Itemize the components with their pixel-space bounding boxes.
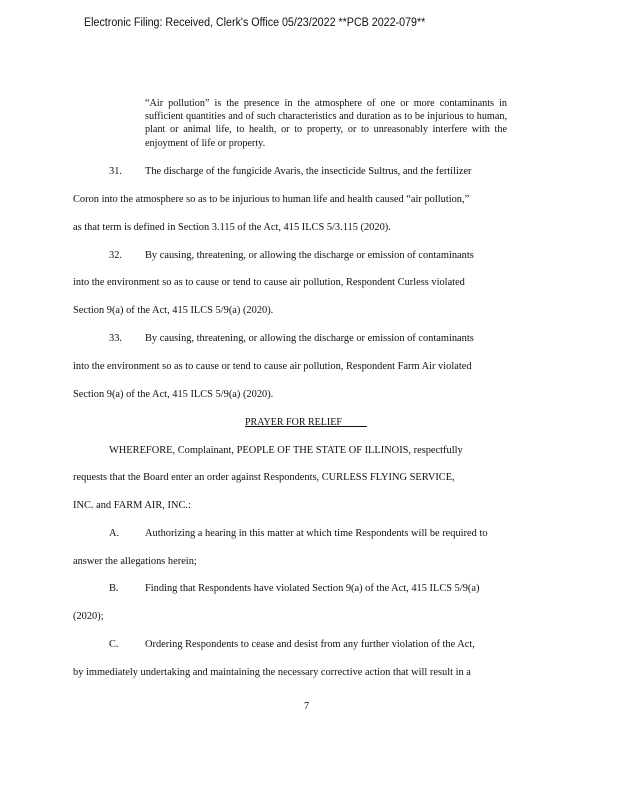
paragraph-number: 32.: [109, 250, 122, 261]
relief-letter: A.: [109, 528, 120, 539]
relief-item-b-line: (2020);: [73, 611, 104, 622]
relief-item-c-line: by immediately undertaking and maintaining the necessary corrective action that will result in a: [73, 667, 471, 678]
paragraph-31-line: as that term is defined in Section 3.115 of the Act, 415 ILCS 5/3.115 (2020).: [73, 222, 391, 233]
paragraph-33-line: into the environment so as to cause or tend to cause air pollution, Respondent Farm Air violated: [73, 361, 472, 372]
paragraph-number: 31.: [109, 166, 122, 177]
paragraph-32-line: into the environment so as to cause or tend to cause air pollution, Respondent Curless violated: [73, 277, 465, 288]
paragraph-text: By causing, threatening, or allowing the discharge or emission of contaminants: [145, 333, 474, 344]
filing-header: Electronic Filing: Received, Clerk's Office 05/23/2022 **PCB 2022-079**: [84, 17, 426, 29]
wherefore-line: INC. and FARM AIR, INC.:: [73, 500, 191, 511]
heading-text: PRAYER FOR RELIEF: [245, 417, 342, 428]
page-number: 7: [304, 701, 310, 712]
paragraph-32-line: Section 9(a) of the Act, 415 ILCS 5/9(a) (2020).: [73, 305, 274, 316]
prayer-for-relief-heading: [245, 417, 367, 428]
paragraph-number: 33.: [109, 333, 122, 344]
wherefore-line: requests that the Board enter an order against Respondents, CURLESS FLYING SERVICE,: [73, 472, 455, 483]
relief-letter: B.: [109, 583, 119, 594]
paragraph-text: The discharge of the fungicide Avaris, the insecticide Sultrus, and the fertilizer: [145, 166, 472, 177]
relief-text: Authorizing a hearing in this matter at which time Respondents will be required to: [145, 528, 488, 539]
relief-item-a-line: answer the allegations herein;: [73, 556, 197, 567]
paragraph-33-line: Section 9(a) of the Act, 415 ILCS 5/9(a) (2020).: [73, 389, 274, 400]
relief-text: Finding that Respondents have violated Section 9(a) of the Act, 415 ILCS 5/9(a): [145, 583, 480, 594]
paragraph-text: By causing, threatening, or allowing the discharge or emission of contaminants: [145, 250, 474, 261]
wherefore-text: WHEREFORE, Complainant, PEOPLE OF THE STATE OF ILLINOIS, respectfully: [109, 445, 463, 456]
air-pollution-definition-quote: “Air pollution” is the presence in the atmosphere of one or more contaminants in sufficient quantities and of such characteristics and duration as to be injurious to human, plant or animal life, to health, or to property, or to unreasonably interfere with the enjoyment of life or property.: [145, 98, 507, 149]
paragraph-31-line: Coron into the atmosphere so as to be injurious to human life and health caused “air pollution,”: [73, 194, 470, 205]
relief-letter: C.: [109, 639, 119, 650]
relief-text: Ordering Respondents to cease and desist from any further violation of the Act,: [145, 639, 475, 650]
